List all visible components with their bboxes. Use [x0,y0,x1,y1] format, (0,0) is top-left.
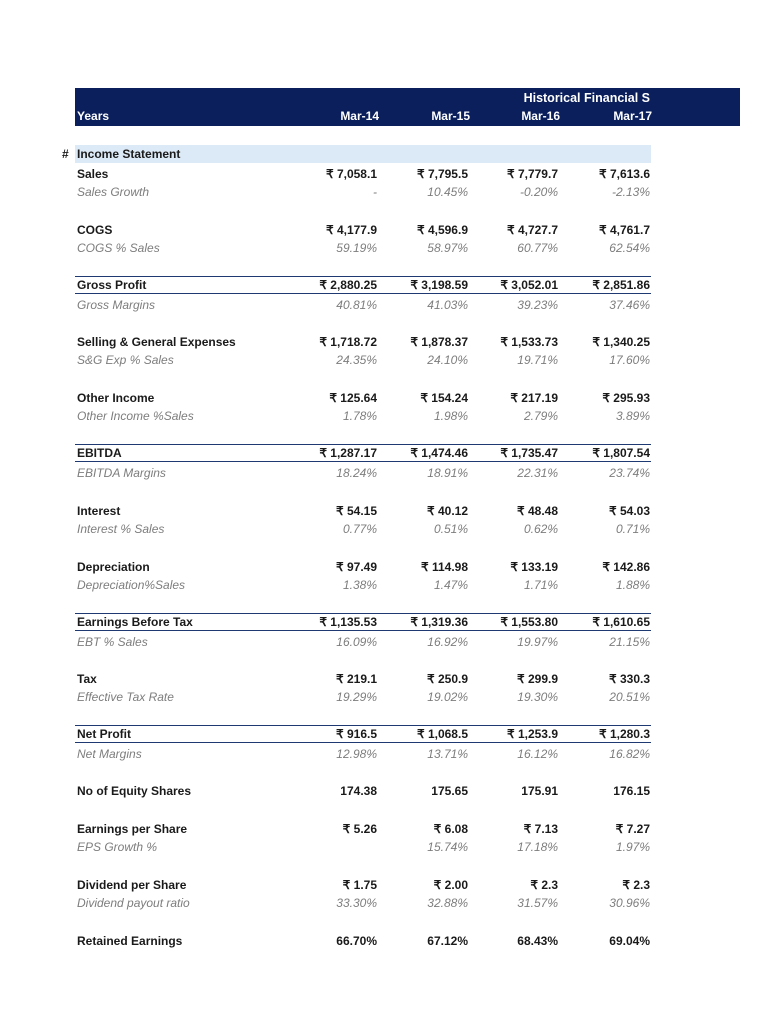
cell-mar15: ₹ 1,068.5 [416,727,468,741]
cell-mar16: 19.71% [517,353,558,367]
cell-mar16: ₹ 3,052.01 [500,278,558,292]
row-selling-general-expenses [75,333,651,351]
row-label: Interest [77,504,121,518]
cell-mar15: 175.65 [431,784,468,798]
cell-mar16: 2.79% [523,409,558,423]
row-label: Net Margins [77,747,142,761]
cell-mar16: ₹ 48.48 [517,504,558,518]
cell-mar17: ₹ 1,280.3 [598,727,650,741]
cell-mar14: 24.35% [336,353,377,367]
row-label: Earnings Before Tax [77,615,193,629]
cell-mar14: ₹ 2,880.25 [319,278,377,292]
cell-mar17: ₹ 2,851.86 [592,278,650,292]
cell-mar14: 33.30% [336,896,377,910]
cell-mar15: 15.74% [427,840,468,854]
cell-mar15: 58.97% [427,241,468,255]
cell-mar17: 1.97% [615,840,650,854]
row-net-profit [75,725,651,743]
cell-mar15: ₹ 1,319.36 [410,615,468,629]
header-banner [75,88,740,126]
cell-mar17: 176.15 [613,784,650,798]
cell-mar14: 174.38 [340,784,377,798]
row-label: No of Equity Shares [77,784,192,798]
cell-mar14: 0.77% [342,522,377,536]
cell-mar15: ₹ 1,474.46 [410,446,468,460]
cell-mar15: ₹ 154.24 [420,391,468,405]
cell-mar16: 175.91 [521,784,558,798]
cell-mar16: ₹ 1,553.80 [500,615,558,629]
cell-mar14: 12.98% [336,747,377,761]
cell-mar14: ₹ 4,177.9 [325,223,377,237]
cell-mar14: 1.38% [342,578,377,592]
row-ebitda-margins [75,464,651,482]
cell-mar17: ₹ 7.27 [615,822,650,836]
cell-mar17: 16.82% [609,747,650,761]
cell-mar17: 23.74% [609,466,650,480]
cell-mar15: 32.88% [427,896,468,910]
row-effective-tax-rate [75,688,651,706]
cell-mar16: -0.20% [519,185,558,199]
cell-mar16: 68.43% [517,934,558,948]
row-label: COGS % Sales [77,241,160,255]
row-label: Sales [77,167,109,181]
cell-mar15: ₹ 3,198.59 [410,278,468,292]
row-eps-growth [75,838,651,856]
row-sg-exp-pct-sales [75,351,651,369]
cell-mar15: ₹ 250.9 [427,672,468,686]
cell-mar15: 1.47% [433,578,468,592]
row-label: Earnings per Share [77,822,188,836]
row-ebitda [75,444,651,462]
cell-mar16: 31.57% [517,896,558,910]
row-label: Dividend payout ratio [77,896,190,910]
cell-mar15: 41.03% [427,298,468,312]
row-label: Other Income [77,391,155,405]
cell-mar16: ₹ 1,533.73 [500,335,558,349]
cell-mar16: 0.62% [523,522,558,536]
cell-mar15: ₹ 4,596.9 [416,223,468,237]
row-gross-margins [75,296,651,314]
cell-mar14: ₹ 916.5 [336,727,377,741]
cell-mar16: 19.97% [517,635,558,649]
row-label: Selling & General Expenses [77,335,236,349]
cell-mar15: 13.71% [427,747,468,761]
cell-mar16: ₹ 2.3 [530,878,558,892]
cell-mar16: ₹ 7,779.7 [506,167,558,181]
report-title: Historical Financial S [523,91,650,105]
row-gross-profit [75,276,651,294]
row-label: S&G Exp % Sales [77,353,174,367]
row-label: Gross Margins [77,298,156,312]
row-dividend-payout-ratio [75,894,651,912]
cell-mar17: ₹ 330.3 [609,672,650,686]
cell-mar14: 19.29% [336,690,377,704]
cell-mar14: 40.81% [336,298,377,312]
cell-mar14: ₹ 1,135.53 [319,615,377,629]
row-label: Sales Growth [77,185,150,199]
row-label: Depreciation [77,560,150,574]
row-label: Other Income %Sales [77,409,194,423]
cell-mar14: 66.70% [336,934,377,948]
cell-mar15: 16.92% [427,635,468,649]
row-tax [75,670,651,688]
row-sales-growth [75,183,651,201]
row-other-income [75,389,651,407]
row-label: Tax [77,672,97,686]
cell-mar15: ₹ 40.12 [427,504,468,518]
row-depreciation-pct-sales [75,576,651,594]
section-marker: # [62,147,69,161]
cell-mar14: ₹ 54.15 [336,504,377,518]
row-label: Interest % Sales [77,522,165,536]
cell-mar17: 69.04% [609,934,650,948]
cell-mar14: ₹ 1,718.72 [319,335,377,349]
cell-mar15: 67.12% [427,934,468,948]
cell-mar15: ₹ 2.00 [433,878,468,892]
cell-mar15: ₹ 6.08 [433,822,468,836]
cell-mar15: 24.10% [427,353,468,367]
cell-mar14: ₹ 97.49 [336,560,377,574]
cell-mar17: ₹ 295.93 [602,391,650,405]
income-statement-section-header [75,145,651,163]
row-label: COGS [77,223,113,237]
row-sales [75,165,651,183]
row-label: Retained Earnings [77,934,183,948]
cell-mar16: 1.71% [523,578,558,592]
cell-mar16: ₹ 7.13 [523,822,558,836]
cell-mar16: ₹ 299.9 [517,672,558,686]
cell-mar14: ₹ 1.75 [342,878,377,892]
cell-mar16: ₹ 4,727.7 [506,223,558,237]
years-label: Years [77,109,110,123]
cell-mar14: ₹ 1,287.17 [319,446,377,460]
cell-mar16: 19.30% [517,690,558,704]
cell-mar16: 22.31% [517,466,558,480]
cell-mar17: ₹ 7,613.6 [598,167,650,181]
row-interest [75,502,651,520]
cell-mar17: -2.13% [611,185,650,199]
cell-mar17: ₹ 1,340.25 [592,335,650,349]
cell-mar15: ₹ 1,878.37 [410,335,468,349]
cell-mar16: 16.12% [517,747,558,761]
row-label: EBITDA Margins [77,466,166,480]
cell-mar16: ₹ 1,735.47 [500,446,558,460]
cell-mar17: ₹ 1,610.65 [592,615,650,629]
row-label: Depreciation%Sales [77,578,186,592]
cell-mar17: 0.71% [615,522,650,536]
cell-mar15: 1.98% [433,409,468,423]
cell-mar17: 62.54% [609,241,650,255]
cell-mar15: 0.51% [433,522,468,536]
cell-mar14: ₹ 7,058.1 [325,167,377,181]
row-depreciation [75,558,651,576]
cell-mar17: 30.96% [609,896,650,910]
cell-mar17: 3.89% [615,409,650,423]
row-label: EBITDA [77,446,122,460]
cell-mar17: 21.15% [609,635,650,649]
cell-mar16: ₹ 217.19 [510,391,558,405]
cell-mar15: 19.02% [427,690,468,704]
year-header-mar16: Mar-16 [521,109,560,123]
cell-mar17: 1.88% [615,578,650,592]
row-label: Dividend per Share [77,878,187,892]
year-header-mar17: Mar-17 [613,109,652,123]
row-net-margins [75,745,651,763]
year-header-mar15: Mar-15 [431,109,470,123]
section-title: Income Statement [77,147,181,161]
row-label: EBT % Sales [77,635,148,649]
cell-mar15: ₹ 7,795.5 [416,167,468,181]
cell-mar17: 37.46% [609,298,650,312]
year-header-mar14: Mar-14 [340,109,379,123]
cell-mar14: ₹ 125.64 [329,391,377,405]
cell-mar17: 17.60% [609,353,650,367]
row-ebt-pct-sales [75,633,651,651]
cell-mar17: ₹ 54.03 [609,504,650,518]
row-interest-pct-sales [75,520,651,538]
cell-mar16: 39.23% [517,298,558,312]
cell-mar17: 20.51% [609,690,650,704]
cell-mar17: ₹ 4,761.7 [598,223,650,237]
row-cogs-pct-sales [75,239,651,257]
row-retained-earnings [75,932,651,950]
row-no-of-equity-shares [75,782,651,800]
cell-mar15: 10.45% [427,185,468,199]
row-label: EPS Growth % [77,840,158,854]
cell-mar14: 1.78% [342,409,377,423]
cell-mar14: 59.19% [336,241,377,255]
cell-mar16: ₹ 1,253.9 [506,727,558,741]
cell-mar14: ₹ 5.26 [342,822,377,836]
cell-mar14: 18.24% [336,466,377,480]
row-cogs [75,221,651,239]
cell-mar16: 17.18% [517,840,558,854]
cell-mar17: ₹ 2.3 [622,878,650,892]
cell-mar15: ₹ 114.98 [420,560,468,574]
cell-mar14: - [373,185,377,199]
cell-mar14: 16.09% [336,635,377,649]
row-label: Effective Tax Rate [77,690,174,704]
row-dividend-per-share [75,876,651,894]
row-earnings-before-tax [75,613,651,631]
cell-mar14: ₹ 219.1 [336,672,377,686]
cell-mar16: 60.77% [517,241,558,255]
row-earnings-per-share [75,820,651,838]
cell-mar17: ₹ 1,807.54 [592,446,650,460]
cell-mar17: ₹ 142.86 [602,560,650,574]
row-label: Net Profit [77,727,131,741]
cell-mar16: ₹ 133.19 [510,560,558,574]
cell-mar15: 18.91% [427,466,468,480]
row-label: Gross Profit [77,278,147,292]
row-other-income-pct-sales [75,407,651,425]
